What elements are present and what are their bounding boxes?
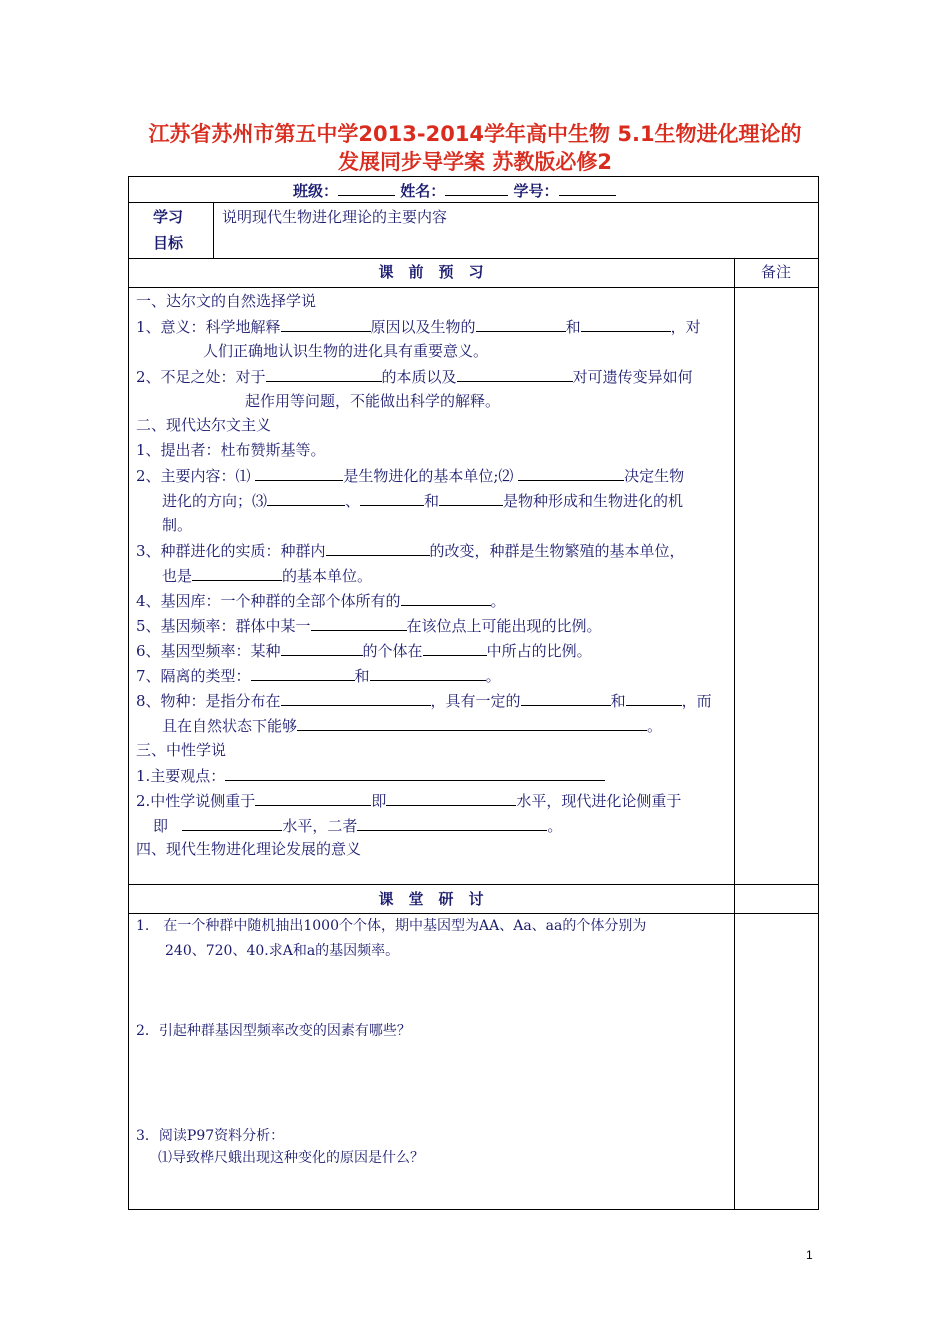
- section-4-heading: 四、现代生物进化理论发展的意义: [136, 840, 362, 858]
- blank[interactable]: [326, 541, 430, 556]
- blank[interactable]: [626, 691, 682, 706]
- gene-pool-text-a: 4、基因库：一个种群的全部个体所有的: [136, 592, 401, 610]
- row-divider-4: [128, 884, 819, 885]
- blank[interactable]: [521, 691, 611, 706]
- blank[interactable]: [267, 491, 345, 506]
- preview-section-title: 课 前 预 习: [378, 263, 484, 281]
- essence-line-1: [136, 541, 685, 560]
- blank[interactable]: [225, 766, 605, 781]
- item-1-text-a: 1、意义：科学地解释: [136, 318, 281, 336]
- blank[interactable]: [457, 367, 573, 382]
- item-2-text-c: 对可遗传变异如何: [572, 368, 693, 386]
- species-line-2: [162, 716, 662, 735]
- essence-text-b: 的改变，种群是生物繁殖的基本单位，: [429, 542, 685, 560]
- id-blank[interactable]: [559, 181, 616, 196]
- gene-pool-line: [136, 591, 506, 610]
- classroom-section-title: 课 堂 研 讨: [378, 890, 484, 908]
- row-divider-3: [128, 287, 819, 288]
- main-content-text-c: 决定生物: [624, 467, 685, 485]
- gene-frequency-text-b: 在该位点上可能出现的比例。: [406, 617, 602, 635]
- blank[interactable]: [281, 641, 363, 656]
- essence-line-2: [162, 566, 372, 585]
- blank[interactable]: [182, 816, 282, 831]
- isolation-line: [136, 666, 501, 685]
- proposer-line: 1、提出者：杜布赞斯基等。: [136, 441, 326, 459]
- blank[interactable]: [255, 466, 343, 481]
- main-content-text-e: 、: [345, 492, 361, 510]
- species-text-e: 且在自然状态下能够: [162, 717, 298, 735]
- item-1-continued: 人们正确地认识生物的进化具有重要意义。: [203, 342, 489, 360]
- item-1-text-c: 和: [565, 318, 581, 336]
- genotype-frequency-text-a: 6、基因型频率：某种: [136, 642, 281, 660]
- neutral-focus-line-1: [136, 791, 681, 810]
- title-line-1: 江苏省苏州市第五中学2013-2014学年高中生物 5.1生物进化理论的: [148, 122, 802, 146]
- item-2-text-b: 的本质以及: [381, 368, 457, 386]
- species-text-b: ，具有一定的: [430, 692, 521, 710]
- neutral-focus-line-2: [153, 816, 562, 835]
- row-divider-2: [128, 258, 819, 259]
- question-3: 3．阅读P97资料分析：: [136, 1128, 285, 1144]
- blank[interactable]: [266, 367, 382, 382]
- species-text-f: 。: [647, 717, 663, 735]
- blank[interactable]: [401, 591, 491, 606]
- gene-pool-text-b: 。: [490, 592, 506, 610]
- name-blank[interactable]: [445, 181, 508, 196]
- title-line-2: 发展同步导学案 苏教版必修2: [338, 150, 612, 174]
- blank[interactable]: [386, 791, 516, 806]
- question-3-part-1: ⑴导致桦尺蛾出现这种变化的原因是什么？: [158, 1150, 424, 1166]
- blank[interactable]: [581, 317, 671, 332]
- essence-text-a: 3、种群进化的实质：种群内: [136, 542, 326, 560]
- main-content-line-1: [136, 466, 684, 485]
- row-divider-1: [128, 202, 819, 203]
- gene-frequency-line: [136, 616, 602, 635]
- neutral-focus-text-e: 水平，二者: [282, 817, 358, 835]
- goal-label-2: 目标: [153, 234, 184, 252]
- item-2-line: [136, 367, 693, 386]
- blank[interactable]: [297, 716, 647, 731]
- page-number: 1: [806, 1248, 813, 1262]
- section-3-heading: 三、中性学说: [136, 741, 227, 759]
- genotype-frequency-line: [136, 641, 592, 660]
- notes-divider-2: [734, 884, 735, 1210]
- genotype-frequency-text-b: 的个体在: [362, 642, 423, 660]
- blank[interactable]: [251, 666, 355, 681]
- blank[interactable]: [255, 791, 371, 806]
- question-2: 2．引起种群基因型频率改变的因素有哪些？: [136, 1023, 411, 1039]
- main-content-text-d: 进化的方向；⑶: [162, 492, 268, 510]
- table-left-border: [128, 176, 129, 1210]
- blank[interactable]: [476, 317, 566, 332]
- blank[interactable]: [518, 466, 624, 481]
- blank[interactable]: [281, 691, 431, 706]
- species-text-d: ，而: [681, 692, 712, 710]
- neutral-focus-text-b: 即: [371, 792, 387, 810]
- class-blank[interactable]: [338, 181, 395, 196]
- goal-divider: [213, 202, 214, 259]
- main-content-text-b: 是生物进化的基本单位;⑵: [343, 467, 514, 485]
- item-1-line: [136, 317, 701, 336]
- question-1-line-2: 240、720、40.求A和a的基因频率。: [165, 943, 400, 959]
- blank[interactable]: [360, 491, 424, 506]
- blank[interactable]: [439, 491, 503, 506]
- isolation-text-c: 。: [485, 667, 501, 685]
- blank[interactable]: [370, 666, 486, 681]
- goal-label-1: 学习: [153, 208, 184, 226]
- essence-text-d: 的基本单位。: [282, 567, 373, 585]
- blank[interactable]: [423, 641, 487, 656]
- name-label: 姓名：: [400, 182, 446, 200]
- neutral-focus-text-a: 2.中性学说侧重于: [136, 792, 256, 810]
- isolation-text-a: 7、隔离的类型：: [136, 667, 251, 685]
- neutral-focus-text-f: 。: [547, 817, 563, 835]
- main-content-text-g: 是物种形成和生物进化的机: [503, 492, 684, 510]
- document-title: [128, 120, 822, 176]
- blank[interactable]: [357, 816, 547, 831]
- neutral-focus-text-c: 水平，现代进化论侧重于: [516, 792, 682, 810]
- notes-divider-1: [734, 258, 735, 885]
- student-info-row: [293, 181, 616, 200]
- item-1-text-d: ，对: [670, 318, 701, 336]
- notes-header: 备注: [760, 263, 791, 281]
- genotype-frequency-text-c: 中所占的比例。: [486, 642, 592, 660]
- section-1-heading: 一、达尔文的自然选择学说: [136, 292, 317, 310]
- essence-text-c: 也是: [162, 567, 193, 585]
- item-1-text-b: 原因以及生物的: [370, 318, 476, 336]
- table-right-border: [818, 176, 819, 1210]
- main-content-line-3: 制。: [162, 516, 193, 534]
- table-top-border: [128, 176, 819, 177]
- species-line-1: [136, 691, 712, 710]
- class-label: 班级：: [293, 182, 339, 200]
- neutral-main-point-label: 1.主要观点：: [136, 767, 226, 785]
- main-content-text-a: 2、主要内容：⑴: [136, 467, 251, 485]
- blank[interactable]: [311, 616, 407, 631]
- blank[interactable]: [192, 566, 282, 581]
- species-text-c: 和: [610, 692, 626, 710]
- main-content-line-2: [162, 491, 683, 510]
- main-content-text-f: 和: [424, 492, 440, 510]
- isolation-text-b: 和: [354, 667, 370, 685]
- item-2-continued: 起作用等问题，不能做出科学的解释。: [245, 392, 501, 410]
- species-text-a: 8、物种：是指分布在: [136, 692, 281, 710]
- row-divider-5: [128, 913, 819, 914]
- goal-text: 说明现代生物进化理论的主要内容: [222, 208, 448, 226]
- id-label: 学号：: [513, 182, 559, 200]
- table-bottom-border: [128, 1209, 819, 1210]
- item-2-text-a: 2、不足之处：对于: [136, 368, 266, 386]
- blank[interactable]: [281, 317, 371, 332]
- neutral-focus-text-d: 即: [153, 817, 169, 835]
- section-2-heading: 二、现代达尔文主义: [136, 416, 272, 434]
- neutral-main-point-line: [136, 766, 605, 785]
- gene-frequency-text-a: 5、基因频率：群体中某一: [136, 617, 311, 635]
- question-1-line-1: 1. 在一个种群中随机抽出1000个个体，期中基因型为AA、Aa、aa的个体分别为: [136, 918, 647, 934]
